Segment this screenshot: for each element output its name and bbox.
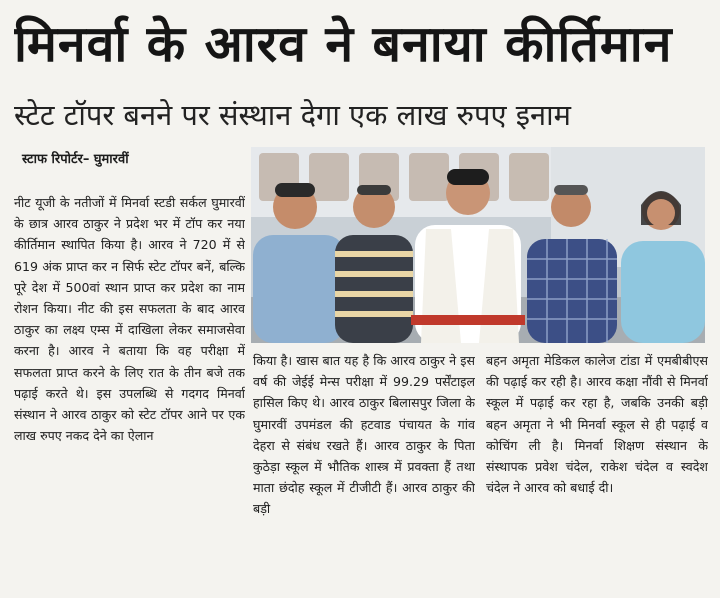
article-column-1: नीट यूजी के नतीजों में मिनर्वा स्टडी सर्कल घुमारवीं के छात्र आरव ठाकुर ने प्रदेश भर में टॉप कर नया कीर्तिमान स्थापित किया है। आरव ने 720 में से 619 अंक प्राप्त कर न सिर्फ स्टेट टॉपर बनें, बल्कि पूरे देश में 500वां स्थान प्राप्त कर प्रदेश का नाम रोशन किया। नीट की इस सफलता के बाद आरव ठाकुर का लक्ष्य एम्स में दाखिला लेकर समाजसेवा करना है। आरव ने बताया कि वह परीक्षा में सफलता प्राप्त करने के लिए रात के तीन बजे तक पढ़ाई करते थे। इस उपलब्धि से गदगद मिनर्वा संस्थान ने आरव ठाकुर को स्टेट टॉपर आने पर एक लाख रुपए नकद देने का ऐलान	[14, 195, 245, 444]
subheadline: स्टेट टॉपर बनने पर संस्थान देगा एक लाख रुपए इनाम	[14, 98, 571, 132]
article-column-2: किया है। खास बात यह है कि आरव ठाकुर ने इस वर्ष की जेईई मेन्स परीक्षा में 99.29 पर्सेंटाइल हासिल किए थे। आरव ठाकुर बिलासपुर जिला के घुमारवीं उपमंडल की हटवाड पंचायत के गांव देहरा से संबंध रखते हैं। आरव ठाकुर के पिता कुठेड़ा स्कूल में भौतिक शास्त्र में प्रवक्ता हैं तथा माता छंदोह स्कूल में टीजीटी हैं। आरव ठाकुर की बड़ी	[253, 353, 475, 517]
byline: स्टाफ रिपोर्टर– घुमारवीं	[22, 152, 129, 167]
headline: मिनर्वा के आरव ने बनाया कीर्तिमान	[14, 15, 673, 73]
news-photo-illustration	[251, 147, 705, 343]
article-column-3: बहन अमृता मेडिकल कालेज टांडा में एमबीबीएस की पढ़ाई कर रही है। आरव कक्षा नौंवी से मिनर्वा स्कूल में पढ़ाई कर रहा है, जबकि उनकी बड़ी बहन अमृता ने भी मिनर्वा स्कूल से ही पढ़ाई व कोचिंग ली है। मिनर्वा शिक्षण संस्थान के संस्थापक प्रवेश चंदेल, राकेश चंदेल व स्वदेश चंदेल ने आरव को बधाई दी।	[486, 353, 708, 496]
news-photo	[251, 147, 705, 343]
